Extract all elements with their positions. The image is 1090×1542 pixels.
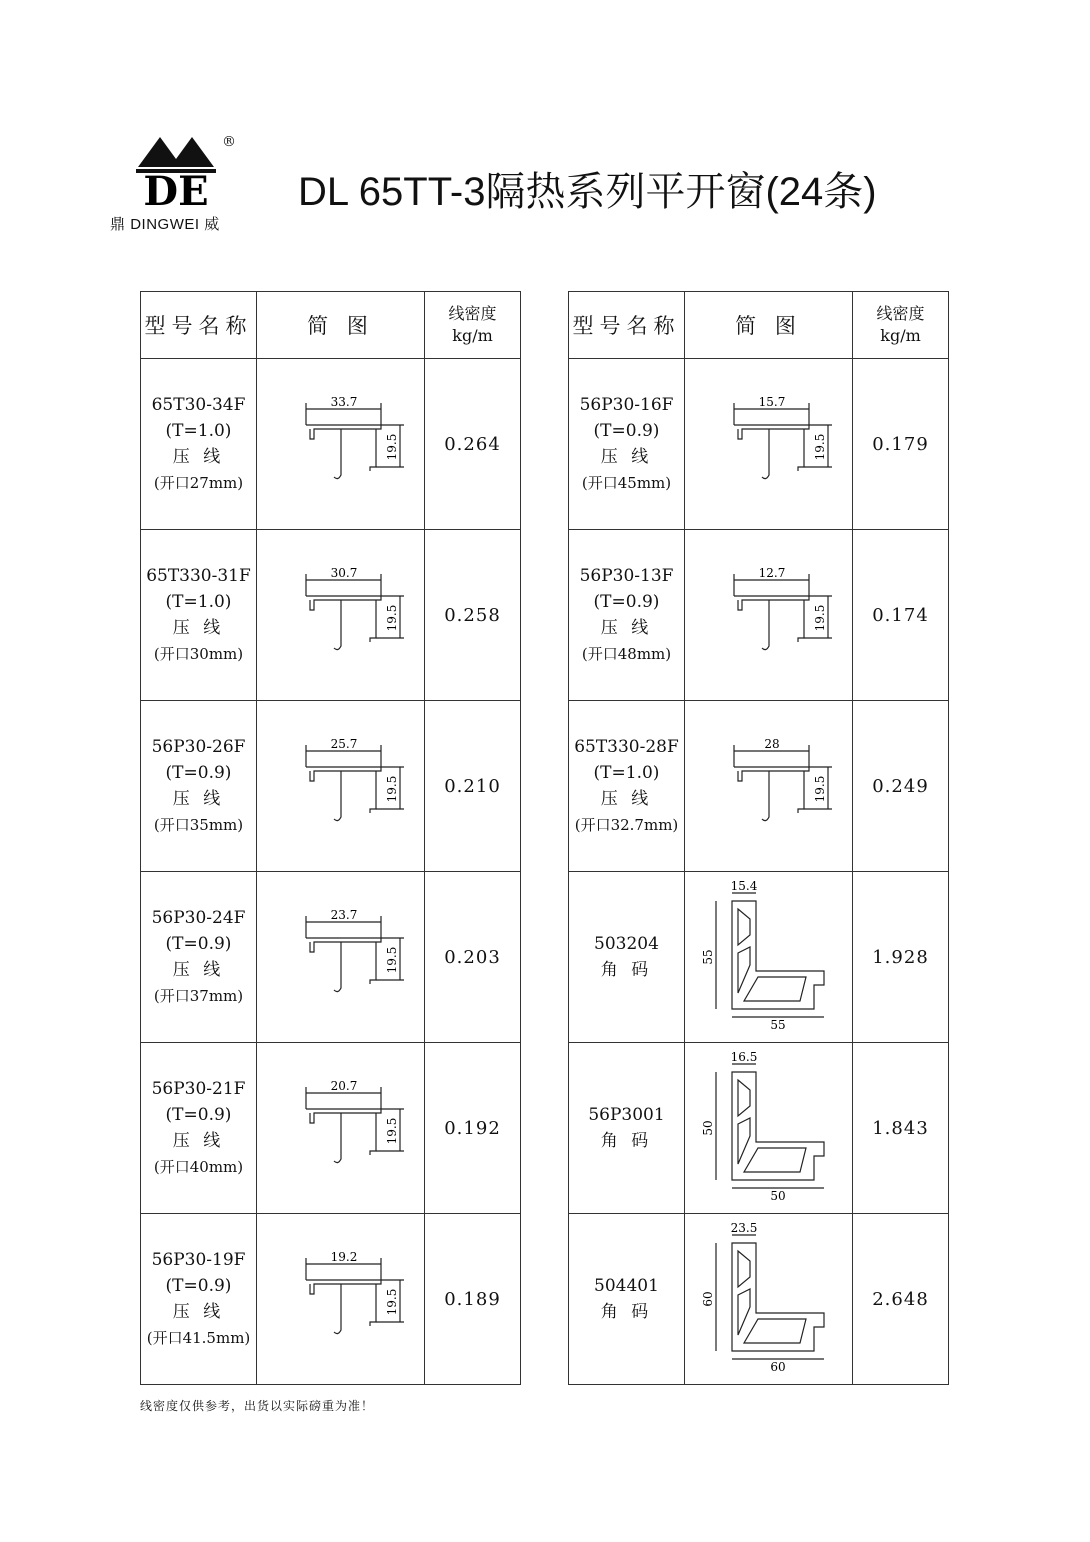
profile-type: 压 线 (172, 447, 225, 467)
density-value: 1.843 (853, 1043, 949, 1214)
model-cell (569, 701, 685, 872)
table-row (569, 1043, 949, 1214)
press-line-profile-drawing (266, 729, 416, 839)
profile-type: 角 码 (600, 1302, 653, 1322)
height-dimension: 55 (700, 949, 715, 965)
opening-size: (开口37mm) (153, 987, 244, 1005)
header-picture: 简 图 (257, 292, 425, 359)
model-number: 56P30-21F (151, 1079, 246, 1099)
press-line-profile-drawing (266, 1071, 416, 1181)
drawing-cell (257, 530, 425, 701)
model-cell (141, 530, 257, 701)
opening-size: (开口32.7mm) (574, 816, 679, 834)
density-value: 0.192 (425, 1043, 521, 1214)
corner-cleat-profile-drawing (694, 875, 844, 1035)
height-dimension: 19.5 (384, 946, 399, 974)
model-cell (141, 1214, 257, 1385)
table-row (569, 359, 949, 530)
width-dimension: 30.7 (330, 566, 357, 580)
density-value: 0.264 (425, 359, 521, 530)
density-value: 0.249 (853, 701, 949, 872)
press-line-profile-drawing (694, 729, 844, 839)
width-dimension: 23.7 (330, 908, 357, 922)
thickness: (T=1.0) (165, 421, 232, 441)
density-value: 1.928 (853, 872, 949, 1043)
width-dimension: 15.7 (758, 395, 785, 409)
width-dimension: 15.4 (730, 879, 757, 893)
model-number: 65T30-34F (151, 395, 246, 415)
opening-size: (开口35mm) (153, 816, 244, 834)
press-line-profile-drawing (266, 558, 416, 668)
model-cell (141, 1043, 257, 1214)
height-dimension: 19.5 (384, 1117, 399, 1145)
model-cell (569, 359, 685, 530)
press-line-profile-drawing (266, 1242, 416, 1352)
profile-table-right (568, 291, 949, 1385)
height-dimension: 19.5 (384, 775, 399, 803)
density-value: 0.210 (425, 701, 521, 872)
thickness: (T=0.9) (165, 763, 232, 783)
profile-type: 压 线 (600, 618, 653, 638)
registered-mark: ® (222, 134, 236, 150)
model-number: 503204 (594, 934, 659, 954)
height-dimension: 60 (700, 1291, 715, 1307)
thickness: (T=1.0) (593, 763, 660, 783)
model-cell (569, 872, 685, 1043)
model-number: 65T330-31F (146, 566, 251, 586)
drawing-cell (685, 359, 853, 530)
base-dimension: 55 (769, 1018, 786, 1032)
model-cell (141, 872, 257, 1043)
density-value: 2.648 (853, 1214, 949, 1385)
model-number: 504401 (594, 1276, 659, 1296)
drawing-cell (685, 872, 853, 1043)
header-model-name: 型号名称 (141, 292, 257, 359)
page-title: DL 65TT-3隔热系列平开窗(24条) (298, 170, 877, 214)
width-dimension: 33.7 (330, 395, 357, 409)
press-line-profile-drawing (694, 558, 844, 668)
table-row (141, 701, 521, 872)
model-cell (569, 1043, 685, 1214)
width-dimension: 16.5 (730, 1050, 757, 1064)
header-picture: 简 图 (685, 292, 853, 359)
base-dimension: 50 (769, 1189, 786, 1203)
thickness: (T=0.9) (165, 1276, 232, 1296)
drawing-cell (257, 701, 425, 872)
drawing-cell (685, 530, 853, 701)
height-dimension: 19.5 (812, 604, 827, 632)
height-dimension: 19.5 (384, 604, 399, 632)
profile-type: 压 线 (172, 1302, 225, 1322)
header-row (141, 292, 521, 359)
width-dimension: 23.5 (730, 1221, 757, 1235)
profile-type: 压 线 (600, 789, 653, 809)
density-value: 0.258 (425, 530, 521, 701)
model-cell (569, 1214, 685, 1385)
table-row (141, 1043, 521, 1214)
width-dimension: 19.2 (330, 1250, 357, 1264)
model-cell (141, 359, 257, 530)
model-cell (569, 530, 685, 701)
model-number: 56P30-19F (151, 1250, 246, 1270)
table-row (141, 872, 521, 1043)
model-number: 56P30-26F (151, 737, 246, 757)
drawing-cell (257, 1214, 425, 1385)
table-row (569, 872, 949, 1043)
width-dimension: 12.7 (758, 566, 785, 580)
table-row (141, 1214, 521, 1385)
press-line-profile-drawing (266, 900, 416, 1010)
thickness: (T=0.9) (165, 1105, 232, 1125)
table-row (141, 359, 521, 530)
brand-name: 鼎 DINGWEI 威 (110, 216, 220, 233)
model-cell (141, 701, 257, 872)
density-value: 0.203 (425, 872, 521, 1043)
drawing-cell (685, 1214, 853, 1385)
drawing-cell (257, 872, 425, 1043)
profile-type: 压 线 (172, 789, 225, 809)
opening-size: (开口41.5mm) (146, 1329, 251, 1347)
profile-table-left (140, 291, 521, 1385)
model-number: 65T330-28F (574, 737, 679, 757)
profile-type: 压 线 (600, 447, 653, 467)
opening-size: (开口45mm) (581, 474, 672, 492)
thickness: (T=0.9) (593, 592, 660, 612)
press-line-profile-drawing (266, 387, 416, 497)
profile-type: 压 线 (172, 618, 225, 638)
drawing-cell (257, 359, 425, 530)
opening-size: (开口30mm) (153, 645, 244, 663)
opening-size: (开口40mm) (153, 1158, 244, 1176)
drawing-cell (685, 701, 853, 872)
opening-size: (开口48mm) (581, 645, 672, 663)
table-row (569, 1214, 949, 1385)
profile-type: 角 码 (600, 960, 653, 980)
drawing-cell (257, 1043, 425, 1214)
width-dimension: 25.7 (330, 737, 357, 751)
height-dimension: 19.5 (384, 1288, 399, 1316)
table-row (569, 530, 949, 701)
table-row (141, 530, 521, 701)
press-line-profile-drawing (694, 387, 844, 497)
density-value: 0.189 (425, 1214, 521, 1385)
thickness: (T=0.9) (165, 934, 232, 954)
thickness: (T=0.9) (593, 421, 660, 441)
opening-size: (开口27mm) (153, 474, 244, 492)
model-number: 56P30-24F (151, 908, 246, 928)
thickness: (T=1.0) (165, 592, 232, 612)
model-number: 56P3001 (588, 1105, 665, 1125)
drawing-cell (685, 1043, 853, 1214)
profile-type: 角 码 (600, 1131, 653, 1151)
profile-type: 压 线 (172, 1131, 225, 1151)
model-number: 56P30-13F (579, 566, 674, 586)
density-value: 0.174 (853, 530, 949, 701)
header-row (569, 292, 949, 359)
height-dimension: 19.5 (384, 433, 399, 461)
model-number: 56P30-16F (579, 395, 674, 415)
corner-cleat-profile-drawing (694, 1217, 844, 1377)
header-density: 线密度 kg/m (425, 292, 521, 359)
header-density: 线密度 kg/m (853, 292, 949, 359)
table-row (569, 701, 949, 872)
height-dimension: 19.5 (812, 775, 827, 803)
base-dimension: 60 (769, 1360, 786, 1374)
header-model-name: 型号名称 (569, 292, 685, 359)
footer-note: 线密度仅供参考，出货以实际磅重为准！ (140, 1399, 375, 1413)
profile-type: 压 线 (172, 960, 225, 980)
width-dimension: 20.7 (330, 1079, 357, 1093)
height-dimension: 19.5 (812, 433, 827, 461)
corner-cleat-profile-drawing (694, 1046, 844, 1206)
svg-text:DE: DE (143, 168, 209, 215)
density-value: 0.179 (853, 359, 949, 530)
width-dimension: 28 (763, 737, 780, 751)
height-dimension: 50 (700, 1120, 715, 1136)
